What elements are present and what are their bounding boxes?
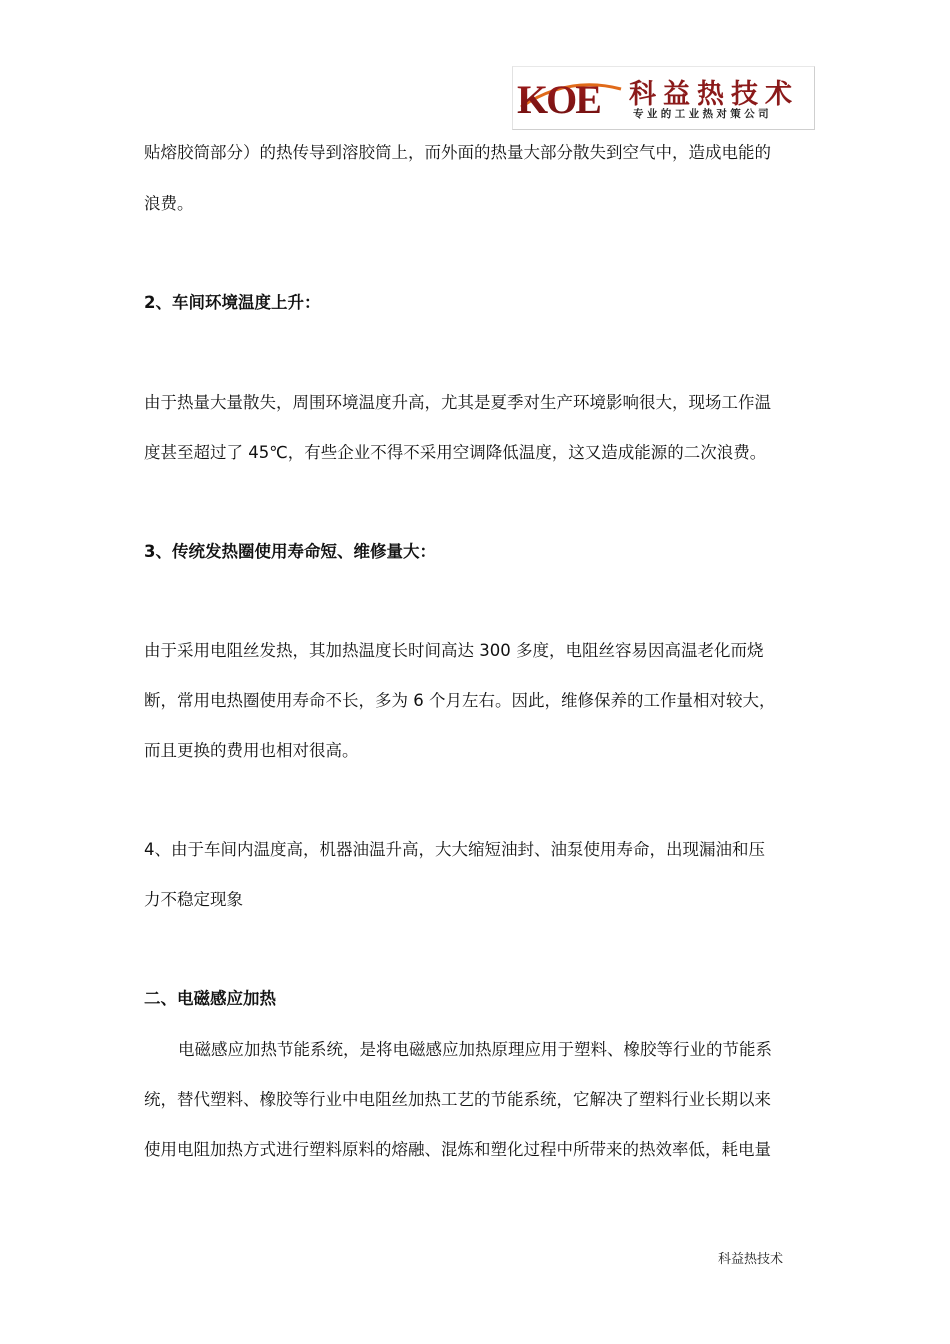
paragraph-line: 浪费。: [144, 194, 194, 213]
paragraph-line: 度甚至超过了 45℃，有些企业不得不采用空调降低温度，这又造成能源的二次浪费。: [144, 443, 767, 462]
paragraph-line: 断，常用电热圈使用寿命不长，多为 6 个月左右。因此，维修保养的工作量相对较大，: [144, 691, 776, 710]
logo-graphic: [513, 67, 816, 131]
paragraph-line: 使用电阻加热方式进行塑料原料的熔融、混炼和塑化过程中所带来的热效率低，耗电量: [144, 1140, 771, 1159]
company-logo: [512, 66, 815, 130]
section-heading: 二、电磁感应加热: [144, 989, 276, 1008]
logo-initials: KOE: [517, 77, 600, 122]
logo-company-name: 科益热技术: [629, 79, 799, 110]
paragraph-line: 而且更换的费用也相对很高。: [144, 741, 359, 760]
page-footer: 科益热技术: [718, 1252, 784, 1267]
paragraph-line: 由于热量大量散失，周围环境温度升高，尤其是夏季对生产环境影响很大，现场工作温: [144, 393, 771, 412]
paragraph-line: 统，替代塑料、橡胶等行业中电阻丝加热工艺的节能系统，它解决了塑料行业长期以来: [144, 1090, 771, 1109]
paragraph-line: 电磁感应加热节能系统，是将电磁感应加热原理应用于塑料、橡胶等行业的节能系: [178, 1040, 772, 1059]
logo-tagline: 专业的工业热对策公司: [633, 108, 772, 120]
paragraph-line: 由于采用电阻丝发热，其加热温度长时间高达 300 多度，电阻丝容易因高温老化而烧: [144, 641, 764, 660]
section-heading: 3、传统发热圈使用寿命短、维修量大：: [144, 542, 436, 561]
section-heading: 2、车间环境温度上升：: [144, 293, 321, 312]
paragraph-line: 力不稳定现象: [144, 890, 243, 909]
paragraph-line: 贴熔胶筒部分）的热传导到溶胶筒上，而外面的热量大部分散失到空气中，造成电能的: [144, 143, 771, 162]
paragraph-line: 4、由于车间内温度高，机器油温升高，大大缩短油封、油泵使用寿命，出现漏油和压: [144, 840, 765, 859]
